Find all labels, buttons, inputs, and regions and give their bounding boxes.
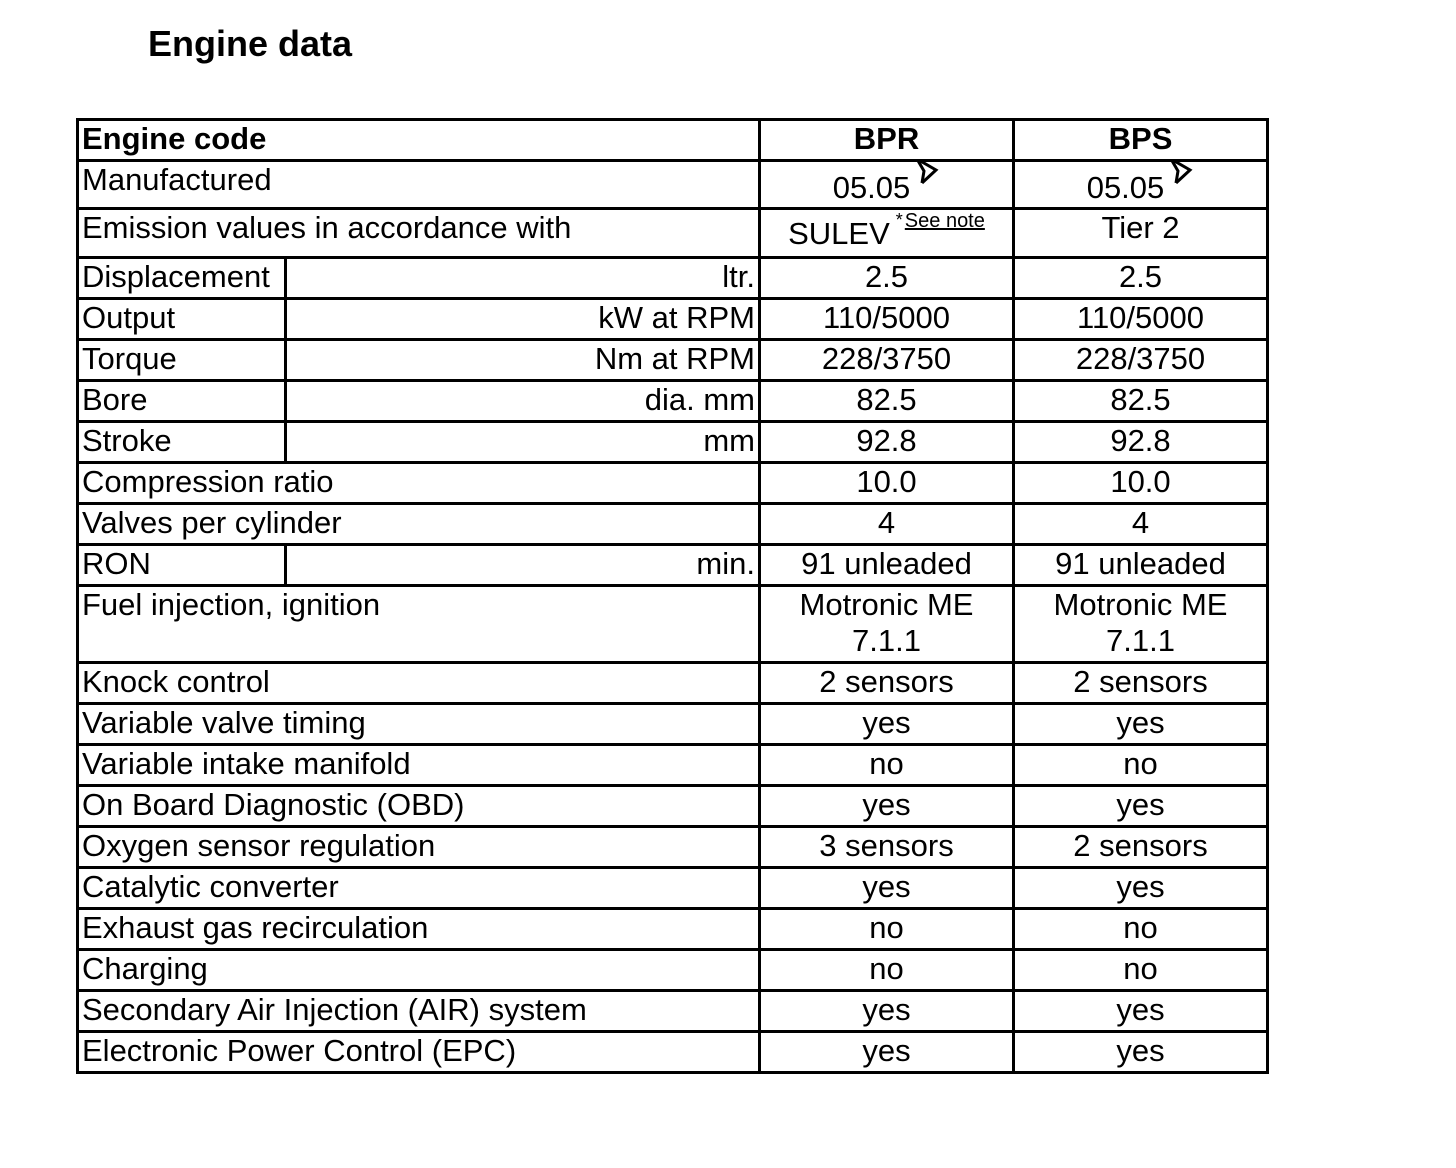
engine-data-table	[76, 118, 1269, 1074]
row-bpr-value: yes	[760, 704, 1014, 745]
row-bpr-value: 2.5	[760, 258, 1014, 299]
note-star: *	[895, 210, 903, 230]
row-bps-value: 2 sensors	[1014, 827, 1268, 868]
table-row	[78, 463, 1268, 504]
engine-code-label: Engine code	[78, 120, 760, 161]
row-label: Electronic Power Control (EPC)	[78, 1032, 760, 1073]
table-row	[78, 340, 1268, 381]
row-label: Knock control	[78, 663, 760, 704]
row-label: RON	[78, 545, 286, 586]
table-row	[78, 909, 1268, 950]
row-label: Oxygen sensor regulation	[78, 827, 760, 868]
row-bps-value: no	[1014, 909, 1268, 950]
row-bps-value: 4	[1014, 504, 1268, 545]
table-row	[78, 545, 1268, 586]
row-bpr-value: 92.8	[760, 422, 1014, 463]
row-bpr-value: yes	[760, 1032, 1014, 1073]
row-bpr-value: no	[760, 950, 1014, 991]
row-bpr-value: 91 unleaded	[760, 545, 1014, 586]
row-label: Displacement	[78, 258, 286, 299]
row-bpr-value: yes	[760, 786, 1014, 827]
row-bps-value-line1: Motronic ME	[1053, 587, 1228, 622]
table-row	[78, 786, 1268, 827]
row-bps-value: 2.5	[1014, 258, 1268, 299]
row-label: On Board Diagnostic (OBD)	[78, 786, 760, 827]
row-bpr-value	[760, 586, 1014, 663]
row-bpr-value: no	[760, 909, 1014, 950]
see-note-link[interactable]: See note	[904, 210, 985, 232]
table-row	[78, 663, 1268, 704]
row-label: Charging	[78, 950, 760, 991]
row-label: Exhaust gas recirculation	[78, 909, 760, 950]
row-bps-value: 110/5000	[1014, 299, 1268, 340]
engine-code-bpr: BPR	[760, 120, 1014, 161]
row-bpr-value: 4	[760, 504, 1014, 545]
arrow-right-icon	[914, 161, 940, 195]
page-title: Engine data	[148, 23, 353, 64]
row-label: Variable intake manifold	[78, 745, 760, 786]
table-row	[78, 868, 1268, 909]
row-bpr-value: 10.0	[760, 463, 1014, 504]
row-bps-value: yes	[1014, 786, 1268, 827]
table-row	[78, 258, 1268, 299]
table-header-row	[78, 120, 1268, 161]
row-bps-value: 10.0	[1014, 463, 1268, 504]
table-row	[78, 422, 1268, 463]
table-row	[78, 209, 1268, 258]
row-bpr-value-line2: 7.1.1	[852, 623, 921, 658]
row-label: Secondary Air Injection (AIR) system	[78, 991, 760, 1032]
row-bps-value-line2: 7.1.1	[1106, 623, 1175, 658]
row-label: Bore	[78, 381, 286, 422]
table-row	[78, 381, 1268, 422]
row-unit: kW at RPM	[286, 299, 760, 340]
table-row	[78, 161, 1268, 209]
row-label: Compression ratio	[78, 463, 760, 504]
engine-code-bps: BPS	[1014, 120, 1268, 161]
row-bps-value: no	[1014, 950, 1268, 991]
table-row	[78, 504, 1268, 545]
row-bpr-value: 228/3750	[760, 340, 1014, 381]
arrow-right-icon	[1168, 161, 1194, 195]
row-unit: Nm at RPM	[286, 340, 760, 381]
table-row	[78, 299, 1268, 340]
row-bpr-value: yes	[760, 991, 1014, 1032]
row-bps-value: yes	[1014, 868, 1268, 909]
manufactured-label: Manufactured	[78, 161, 760, 209]
row-label: Variable valve timing	[78, 704, 760, 745]
row-bpr-value: 110/5000	[760, 299, 1014, 340]
table-row	[78, 745, 1268, 786]
table-row	[78, 827, 1268, 868]
row-bpr-value: no	[760, 745, 1014, 786]
table-row	[78, 991, 1268, 1032]
row-bps-value: 2 sensors	[1014, 663, 1268, 704]
table-row	[78, 950, 1268, 991]
emission-bpr: SULEV	[788, 216, 890, 251]
row-unit: mm	[286, 422, 760, 463]
row-unit: dia. mm	[286, 381, 760, 422]
table-row	[78, 1032, 1268, 1073]
row-label: Catalytic converter	[78, 868, 760, 909]
emission-bps: Tier 2	[1014, 209, 1268, 258]
row-label: Valves per cylinder	[78, 504, 760, 545]
row-bps-value: 91 unleaded	[1014, 545, 1268, 586]
row-label: Fuel injection, ignition	[78, 586, 760, 663]
row-bpr-value: yes	[760, 868, 1014, 909]
row-bps-value	[1014, 586, 1268, 663]
emission-bpr-cell	[760, 209, 1014, 258]
row-bps-value: yes	[1014, 991, 1268, 1032]
manufactured-bpr-cell	[760, 161, 1014, 209]
row-unit: min.	[286, 545, 760, 586]
row-bps-value: no	[1014, 745, 1268, 786]
row-bps-value: 82.5	[1014, 381, 1268, 422]
manufactured-bpr: 05.05	[832, 170, 911, 205]
row-label: Stroke	[78, 422, 286, 463]
row-bps-value: yes	[1014, 704, 1268, 745]
row-unit: ltr.	[286, 258, 760, 299]
row-bpr-value-line1: Motronic ME	[799, 587, 974, 622]
emission-label: Emission values in accordance with	[78, 209, 760, 258]
row-bpr-value: 2 sensors	[760, 663, 1014, 704]
row-bpr-value: 82.5	[760, 381, 1014, 422]
row-bps-value: 92.8	[1014, 422, 1268, 463]
table-row	[78, 704, 1268, 745]
row-label: Torque	[78, 340, 286, 381]
row-bps-value: yes	[1014, 1032, 1268, 1073]
row-label: Output	[78, 299, 286, 340]
manufactured-bps: 05.05	[1086, 170, 1165, 205]
row-bpr-value: 3 sensors	[760, 827, 1014, 868]
row-bps-value: 228/3750	[1014, 340, 1268, 381]
table-row	[78, 586, 1268, 663]
manufactured-bps-cell	[1014, 161, 1268, 209]
